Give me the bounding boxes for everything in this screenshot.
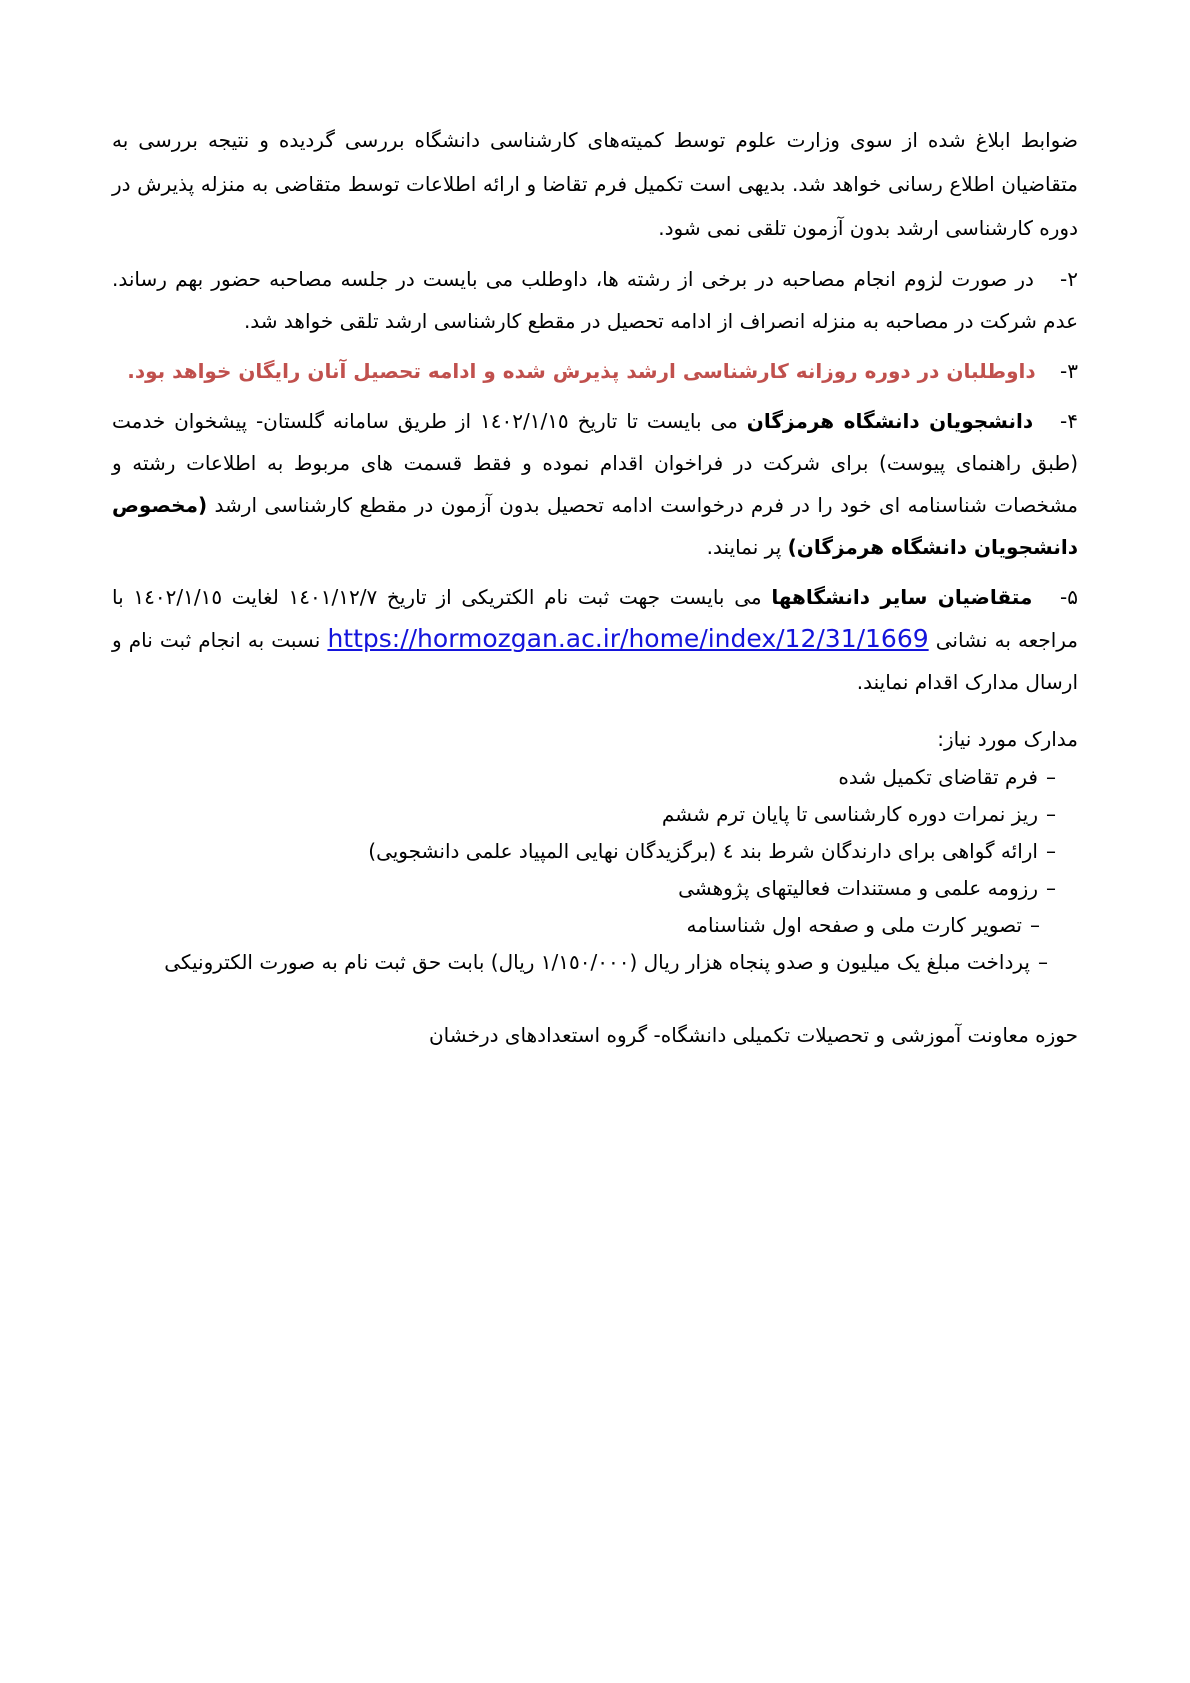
document-line	[112, 907, 1078, 944]
item-number: ۵-	[1060, 585, 1079, 609]
item-text: در صورت لزوم انجام مصاحبه در برخی از رشته ها، داوطلب می بایست در جلسه مصاحبه حضور بهم رساند. عدم شرکت در مصاحبه به منزله انصراف از ادامه تحصیل در مقطع کارشناسی ارشد تلقی خواهد شد.	[112, 267, 1078, 333]
document-line	[112, 944, 1078, 981]
dash-marker: –	[1046, 876, 1056, 900]
dash-marker: –	[1038, 950, 1048, 974]
document-line	[112, 759, 1078, 796]
dash-marker: –	[1046, 802, 1056, 826]
item-text: پر نمایند.	[706, 535, 782, 559]
dash-marker: –	[1046, 765, 1056, 789]
document-line	[112, 833, 1078, 870]
document-text: پرداخت مبلغ یک میلیون و صدو پنجاه هزار ریال (١/١٥٠/٠٠٠ ریال) بابت حق ثبت نام به صورت الکترونیکی	[164, 950, 1030, 974]
document-text: تصویر کارت ملی و صفحه اول شناسنامه	[686, 913, 1022, 937]
document-text: ریز نمرات دوره کارشناسی تا پایان ترم ششم	[661, 802, 1038, 826]
dash-marker: –	[1046, 839, 1056, 863]
documents-heading: مدارک مورد نیاز:	[937, 727, 1078, 751]
item-text-bold: دانشجویان دانشگاه هرمزگان	[746, 409, 1034, 433]
item-text: می بایست جهت ثبت نام الکتریکی از تاریخ ١٤٠١/١٢/٧ لغایت ١٤٠٢/١/١٥ با مراجعه به نشانی	[112, 585, 1079, 652]
item-text-highlighted: داوطلبان در دوره روزانه کارشناسی ارشد پذیرش شده و ادامه تحصیل آنان رایگان خواهد بود.	[127, 359, 1036, 383]
document-text: رزومه علمی و مستندات فعالیتهای پژوهشی	[678, 876, 1038, 900]
numbered-item-2	[112, 258, 1078, 342]
item-text-bold: (مخصوص دانشجویان دانشگاه هرمزگان)	[112, 493, 1078, 559]
intro-paragraph	[112, 118, 1078, 250]
document-text: ارائه گواهی برای دارندگان شرط بند ٤ (برگزیدگان نهایی المپیاد علمی دانشجویی)	[368, 839, 1038, 863]
intro-text: ضوابط ابلاغ شده از سوی وزارت علوم توسط کمیته‌های کارشناسی دانشگاه بررسی گردیده و نتیجه بررسی به متقاضیان اطلاع رسانی خواهد شد. بدیهی است تکمیل فرم تقاضا و ارائه اطلاعات توسط متقاضی به منزله پذیرش در دوره کارشناسی ارشد بدون آزمون تلقی نمی شود.	[112, 128, 1078, 240]
item-number: ۲-	[1060, 267, 1078, 291]
item-text: نسبت به انجام ثبت نام و ارسال مدارک اقدام نمایند.	[112, 628, 1078, 694]
item-number: ۴-	[1060, 409, 1079, 433]
document-line	[112, 796, 1078, 833]
numbered-item-5	[112, 576, 1078, 703]
footer-signature: حوزه معاونت آموزشی و تحصیلات تکمیلی دانشگاه- گروه استعدادهای درخشان	[428, 1023, 1078, 1047]
registration-link[interactable]: https://hormozgan.ac.ir/home/index/12/31/1669	[327, 624, 929, 653]
item-text: می بایست تا تاریخ ١٤٠٢/١/١٥ از طریق سامانه گلستان- پیشخوان خدمت (طبق راهنمای پیوست) برای شرکت در فراخوان اقدام نموده و فقط قسمت های مربوط به اطلاعات رشته و مشخصات شناسنامه ای خود را در فرم درخواست ادامه تحصیل بدون آزمون در مقطع کارشناسی ارشد	[112, 409, 1079, 517]
item-number: ۳-	[1060, 359, 1078, 383]
numbered-item-4	[112, 400, 1078, 568]
documents-list	[112, 759, 1078, 981]
document-line	[112, 870, 1078, 907]
numbered-item-3	[112, 350, 1078, 392]
item-text-bold: متقاضیان سایر دانشگاهها	[771, 585, 1033, 609]
dash-marker: –	[1030, 913, 1040, 937]
document-text: فرم تقاضای تکمیل شده	[838, 765, 1038, 789]
